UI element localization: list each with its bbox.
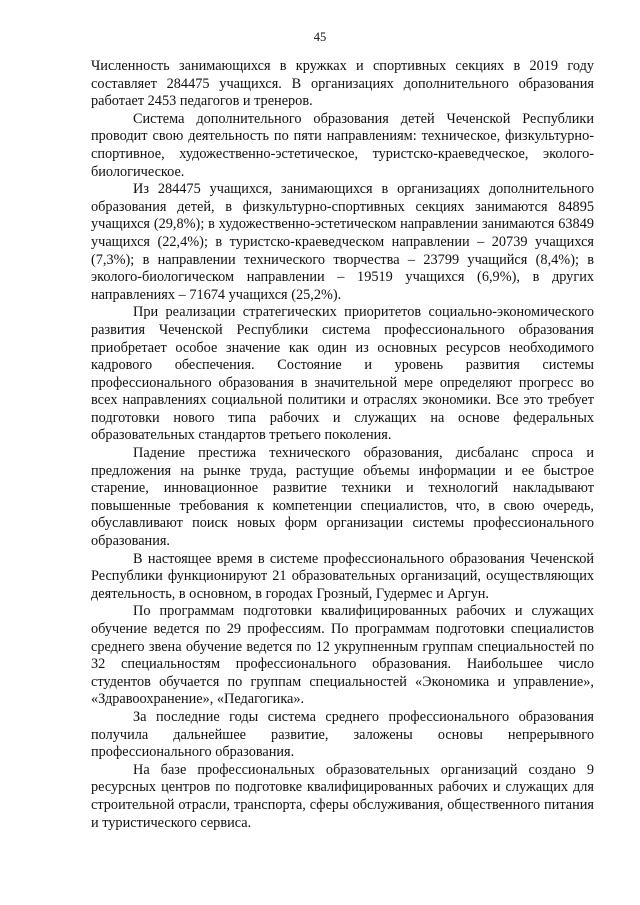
paragraph-enrollment-count: Численность занимающихся в кружках и спортивных секциях в 2019 году составляет 284475 учащихся. В организациях дополнительного образования работает 2453 педагогов и тренеров.	[91, 58, 594, 110]
page-number: 45	[313, 30, 327, 44]
paragraph-training-programs: По программам подготовки квалифицированных рабочих и служащих обучение ведется по 29 профессиям. По программам подготовки специалистов среднего звена обучение ведется по 12 укрупненным группам специальностей по 32 специальностям профессионального образования. Наибольшее число студентов обучается по группам специальностей «Экономика и управление», «Здравоохранение», «Педагогика».	[91, 603, 594, 708]
paragraph-direction-statistics: Из 284475 учащихся, занимающихся в организациях дополнительного образования детей, в физкультурно-спортивных секциях занимаются 84895 учащихся (29,8%); в художественно-эстетическом направлении занимаются 63849 учащихся (22,4%); в туристско-краеведческом направлении – 20739 учащихся (7,3%); в направлении технического творчества – 23799 учащийся (8,4%); в эколого-биологическом направлении – 19519 учащихся (6,9%), в других направлениях – 71674 учащихся (25,2%).	[91, 181, 594, 303]
paragraph-prestige-decline: Падение престижа технического образования, дисбаланс спроса и предложения на рынке труда, растущие объемы информации и ее быстрое старение, инновационное развитие техники и технологий накладывают повышенные требования к компетенции специалистов, что, в свою очередь, обуславливают поиск новых форм организации системы профессионального образования.	[91, 445, 594, 550]
paragraph-education-directions: Система дополнительного образования детей Чеченской Республики проводит свою деятельность по пяти направлениям: техническое, физкультурно-спортивное, художественно-эстетическое, туристско-краеведческое, эколого-биологическое.	[91, 110, 594, 180]
paragraph-recent-development: За последние годы система среднего профессионального образования получила дальнейшее развитие, заложены основы непрерывного профессионального образования.	[91, 708, 594, 761]
document-body	[91, 58, 594, 832]
paragraph-strategic-priorities: При реализации стратегических приоритетов социально-экономического развития Чеченской Республики система профессионального образования приобретает особое значение как один из основных ресурсов необходимого кадрового обеспечения. Состояние и уровень развития системы профессионального образования в значительной мере определяют прогресс во всех направлениях социальной политики и отраслях экономики. Все это требует подготовки нового типа рабочих и служащих на основе федеральных образовательных стандартов третьего поколения.	[91, 304, 594, 444]
paragraph-organizations-count: В настоящее время в системе профессионального образования Чеченской Республики функционируют 21 образовательных организаций, осуществляющих деятельность, в основном, в городах Грозный, Гудермес и Аргун.	[91, 550, 594, 602]
paragraph-resource-centers: На базе профессиональных образовательных организаций создано 9 ресурсных центров по подготовке квалифицированных рабочих и служащих для строительной отрасли, транспорта, сферы обслуживания, общественного питания и туристического сервиса.	[91, 761, 594, 831]
